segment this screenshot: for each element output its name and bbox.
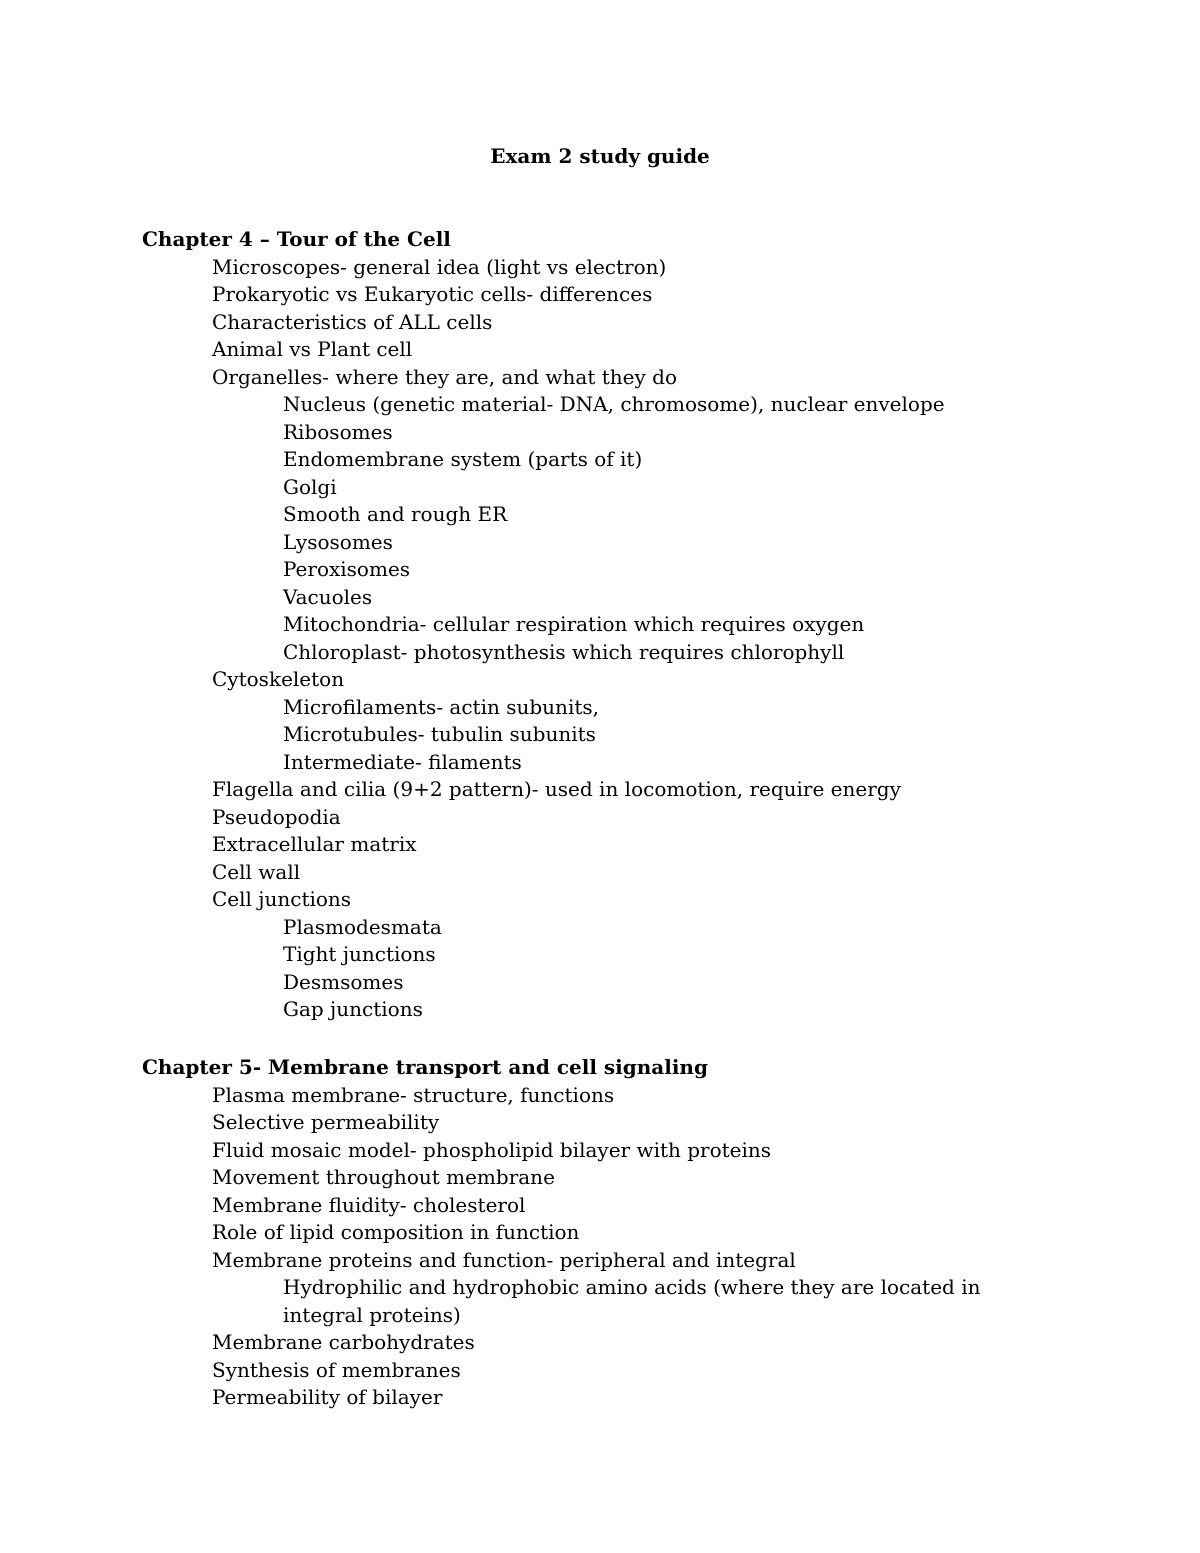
- subtopic-item: Desmsomes: [283, 969, 404, 994]
- subtopic-item: Tight junctions: [283, 942, 436, 966]
- subtopic-item: Intermediate- filaments: [283, 749, 522, 774]
- subtopic-item: Microfilaments- actin subunits,: [283, 694, 599, 719]
- topic-item: Prokaryotic vs Eukaryotic cells- differences: [212, 282, 653, 306]
- subtopic-item: Microtubules- tubulin subunits: [283, 722, 596, 746]
- subtopic-item: Mitochondria- cellular respiration which requires oxygen: [283, 612, 865, 636]
- topic-item: Flagella and cilia (9+2 pattern)- used in locomotion, require energy: [212, 777, 901, 801]
- topic-item: Selective permeability: [212, 1110, 440, 1134]
- topic-item: Cell junctions: [212, 887, 352, 911]
- topic-list: [142, 1082, 1102, 1412]
- subtopic-item: Chloroplast- photosynthesis which requires chlorophyll: [283, 639, 845, 664]
- topic-item: Pseudopodia: [212, 804, 341, 829]
- topic-item: Membrane fluidity- cholesterol: [212, 1192, 526, 1217]
- topic-item: Extracellular matrix: [212, 832, 417, 856]
- topic-item: Microscopes- general idea (light vs electron): [212, 254, 667, 279]
- document-title: Exam 2 study guide: [490, 144, 710, 168]
- subtopic-item: Vacuoles: [283, 584, 373, 609]
- subtopic-item: Plasmodesmata: [283, 914, 442, 939]
- subtopic-item: Peroxisomes: [283, 557, 411, 581]
- topic-item: Membrane proteins and function- peripheral and integral: [212, 1247, 796, 1272]
- chapter-5-section: [142, 1054, 1102, 1412]
- subtopic-item: Smooth and rough ER: [283, 502, 508, 526]
- chapter-heading: Chapter 4 – Tour of the Cell: [142, 227, 451, 251]
- topic-item: Membrane carbohydrates: [212, 1330, 475, 1354]
- topic-item: Permeability of bilayer: [212, 1385, 443, 1409]
- topic-item: Movement throughout membrane: [212, 1165, 555, 1189]
- topic-item: Animal vs Plant cell: [212, 337, 413, 361]
- topic-list: [142, 254, 1102, 1024]
- subtopic-item: Ribosomes: [283, 419, 393, 444]
- topic-item: Cell wall: [212, 859, 301, 884]
- subtopic-item: Gap junctions: [283, 997, 423, 1021]
- subtopic-item: Nucleus (genetic material- DNA, chromosome), nuclear envelope: [283, 392, 945, 416]
- topic-item: Plasma membrane- structure, functions: [212, 1082, 615, 1107]
- chapter-heading: Chapter 5- Membrane transport and cell signaling: [142, 1055, 708, 1079]
- subtopic-item: Golgi: [283, 474, 337, 499]
- subtopic-item: Lysosomes: [283, 529, 393, 554]
- topic-item: Characteristics of ALL cells: [212, 309, 493, 334]
- subtopic-item: Endomembrane system (parts of it): [283, 447, 643, 471]
- topic-item: Organelles- where they are, and what they do: [212, 364, 677, 389]
- topic-item: Synthesis of membranes: [212, 1357, 461, 1382]
- topic-item: Role of lipid composition in function: [212, 1220, 580, 1244]
- topic-item: Fluid mosaic model- phospholipid bilayer with proteins: [212, 1137, 772, 1162]
- topic-item: Cytoskeleton: [212, 667, 345, 691]
- subtopic-item: Hydrophilic and hydrophobic amino acids (where they are located in integral proteins): [283, 1275, 981, 1327]
- chapter-4-section: [142, 226, 1102, 1024]
